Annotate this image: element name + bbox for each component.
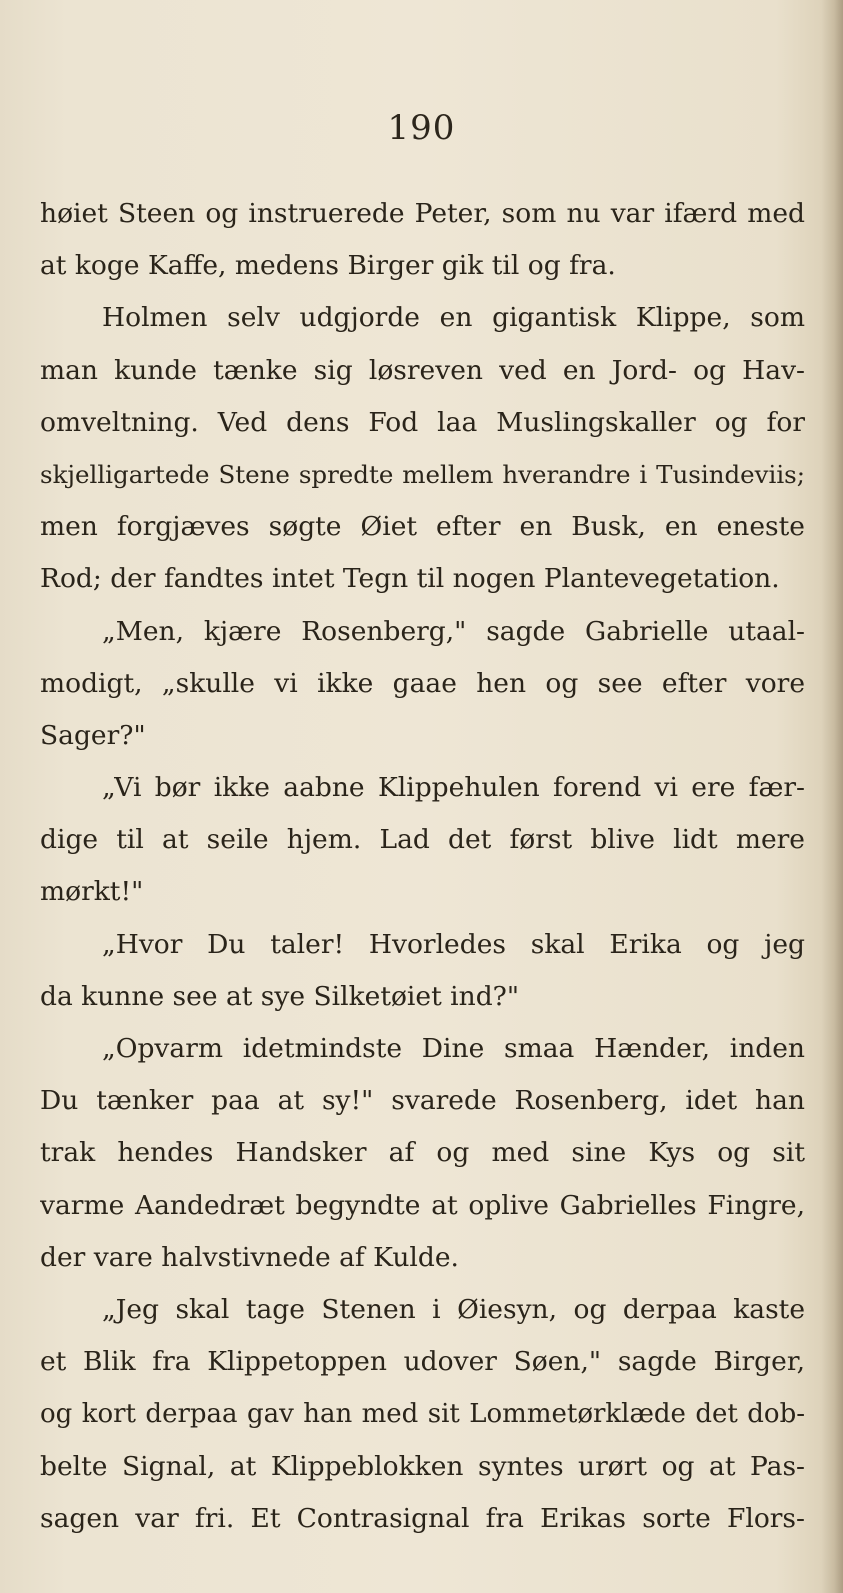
text-line: dige til at seile hjem. Lad det først blive lidt mere (40, 824, 805, 856)
text-line: „Men, kjære Rosenberg," sagde Gabrielle utaal- (102, 615, 805, 647)
text-line: man kunde tænke sig løsreven ved en Jord- og Hav- (40, 354, 805, 386)
text-line: Du tænker paa at sy!" svarede Rosenberg, idet han (40, 1085, 805, 1117)
text-line: trak hendes Handsker af og med sine Kys og sit (40, 1137, 805, 1169)
text-line: „Hvor Du taler! Hvorledes skal Erika og jeg (102, 928, 805, 960)
text-line: sagen var fri. Et Contrasignal fra Erikas sorte Flors- (40, 1502, 805, 1534)
text-line: belte Signal, at Klippeblokken syntes urørt og at Pas- (40, 1450, 805, 1482)
text-line: „Vi bør ikke aabne Klippehulen forend vi ere fær- (102, 772, 805, 804)
text-line: der vare halvstivnede af Kulde. (40, 1241, 459, 1273)
text-line: Holmen selv udgjorde en gigantisk Klippe, som (102, 302, 805, 334)
text-line: Sager?" (40, 719, 146, 751)
text-line: Rod; der fandtes intet Tegn til nogen Plantevegetation. (40, 563, 780, 595)
text-line: men forgjæves søgte Øiet efter en Busk, en eneste (40, 511, 805, 543)
text-line: „Jeg skal tage Stenen i Øiesyn, og derpaa kaste (102, 1293, 805, 1325)
text-line: et Blik fra Klippetoppen udover Søen," sagde Birger, (40, 1346, 805, 1378)
text-line: omveltning. Ved dens Fod laa Muslingskaller og for (40, 406, 805, 438)
text-line: varme Aandedræt begyndte at oplive Gabrielles Fingre, (40, 1189, 805, 1221)
page-edge-shadow (821, 0, 843, 1593)
text-line: „Opvarm idetmindste Dine smaa Hænder, inden (102, 1033, 805, 1064)
text-line: og kort derpaa gav han med sit Lommetørklæde det dob- (40, 1399, 805, 1430)
text-line: da kunne see at sye Silketøiet ind?" (40, 980, 520, 1012)
body-text (40, 188, 805, 1545)
text-line: at koge Kaffe, medens Birger gik til og fra. (40, 250, 616, 282)
text-line: mørkt!" (40, 876, 144, 908)
text-line: høiet Steen og instruerede Peter, som nu var ifærd med (40, 198, 805, 229)
page-number: 190 (387, 108, 456, 148)
text-line: skjelligartede Stene spredte mellem hverandre i Tusindeviis; (40, 459, 805, 489)
text-line: modigt, „skulle vi ikke gaae hen og see efter vore (40, 667, 805, 699)
